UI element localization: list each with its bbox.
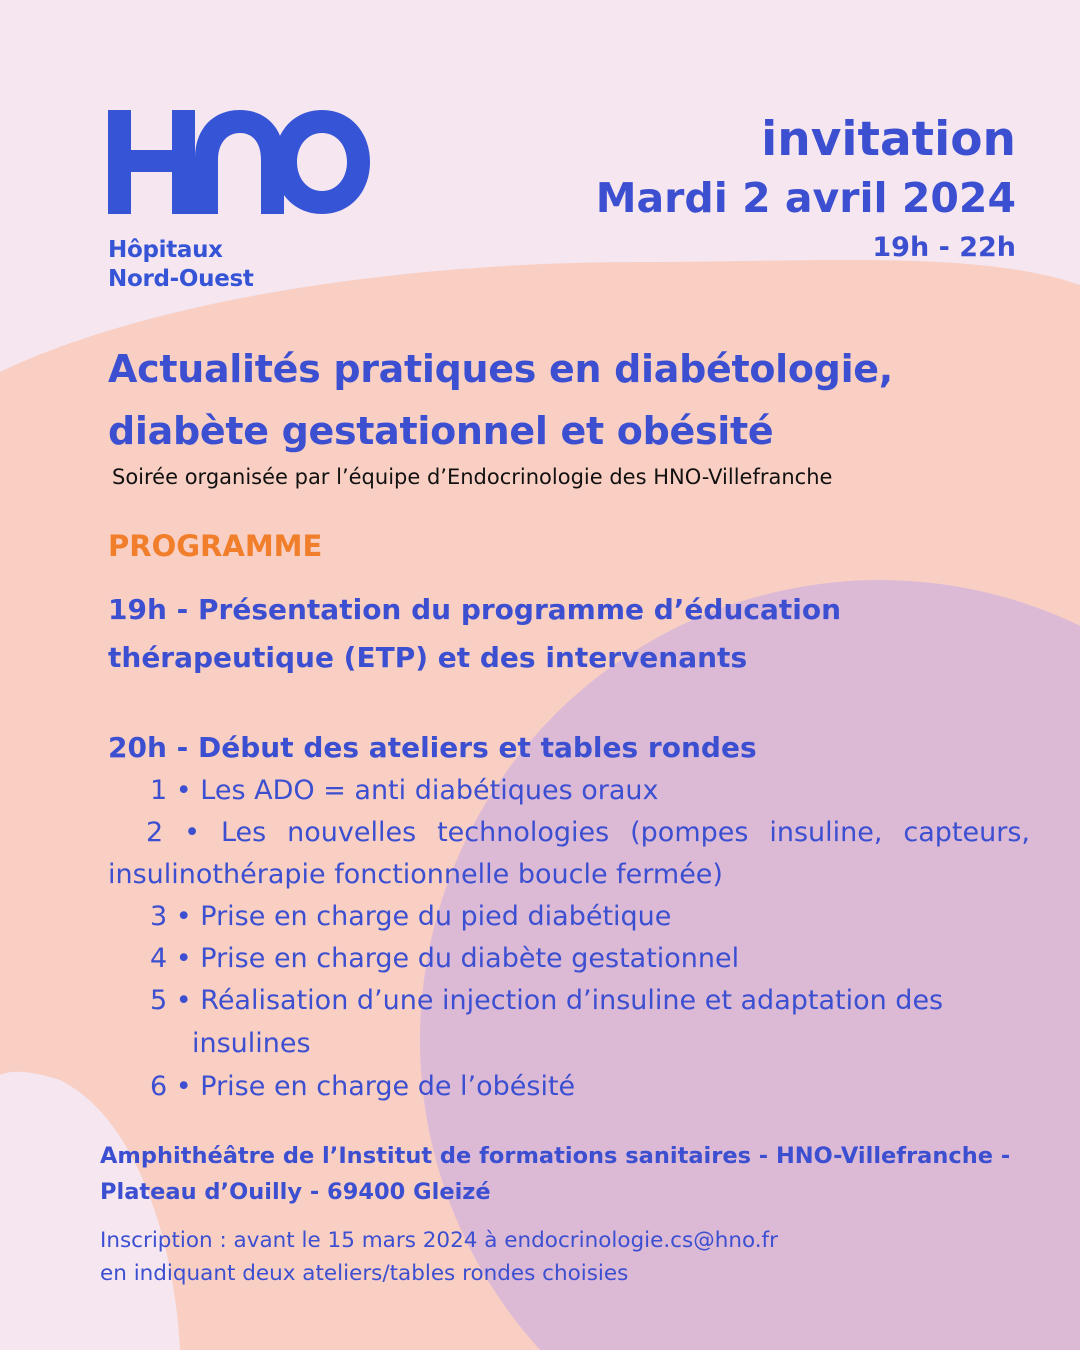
- session-19h-line-2: thérapeutique (ETP) et des intervenants: [108, 641, 748, 674]
- programme-heading: PROGRAMME: [108, 529, 323, 563]
- workshop-item-4: 4 • Prise en charge du diabète gestationnel: [150, 943, 740, 974]
- registration-line-2: en indiquant deux ateliers/tables rondes choisies: [100, 1261, 629, 1286]
- event-title: [108, 338, 1048, 462]
- logo-line-1: Hôpitaux: [108, 237, 223, 263]
- registration-info: [100, 1224, 1060, 1290]
- invitation-label: invitation: [761, 112, 1016, 167]
- workshop-list: [108, 770, 1030, 1108]
- session-20h-title: 20h - Début des ateliers et tables rondes: [108, 731, 757, 764]
- workshop-item-2: 2 • Les nouvelles technologies (pompes insuline, capteurs, insulinothérapie fonctionnelle boucle fermée): [108, 817, 1030, 890]
- workshop-item-5: [108, 980, 1030, 1066]
- session-19h-line-1: 19h - Présentation du programme d’éducation: [108, 593, 842, 626]
- workshop-item-1: 1 • Les ADO = anti diabétiques oraux: [150, 775, 659, 806]
- hno-logo: [108, 108, 378, 294]
- venue-line-2: Plateau d’Ouilly - 69400 Gleizé: [100, 1179, 491, 1205]
- registration-line-1: Inscription : avant le 15 mars 2024 à endocrinologie.cs@hno.fr: [100, 1228, 778, 1253]
- workshop-item-6: 6 • Prise en charge de l’obésité: [150, 1071, 576, 1102]
- event-date: Mardi 2 avril 2024: [595, 174, 1016, 222]
- workshop-item-5-line-2: insulines: [192, 1028, 311, 1059]
- logo-subtitle: [108, 236, 378, 294]
- logo-line-2: Nord-Ouest: [108, 266, 254, 292]
- workshop-item-3: 3 • Prise en charge du pied diabétique: [150, 901, 672, 932]
- hno-logo-mark: [108, 108, 370, 216]
- venue-line-1: Amphithéâtre de l’Institut de formations sanitaires - HNO-Villefranche -: [100, 1143, 1011, 1169]
- title-line-1: Actualités pratiques en diabétologie,: [108, 347, 893, 391]
- title-line-2: diabète gestationnel et obésité: [108, 409, 774, 453]
- invitation-block: [596, 112, 1016, 266]
- workshop-item-5-line-1: 5 • Réalisation d’une injection d’insuline et adaptation des: [150, 985, 944, 1016]
- venue-address: [100, 1138, 1060, 1210]
- session-19h: [108, 586, 1008, 682]
- organizer-subtitle: Soirée organisée par l’équipe d’Endocrinologie des HNO-Villefranche: [112, 465, 833, 489]
- event-time: 19h - 22h: [872, 232, 1016, 263]
